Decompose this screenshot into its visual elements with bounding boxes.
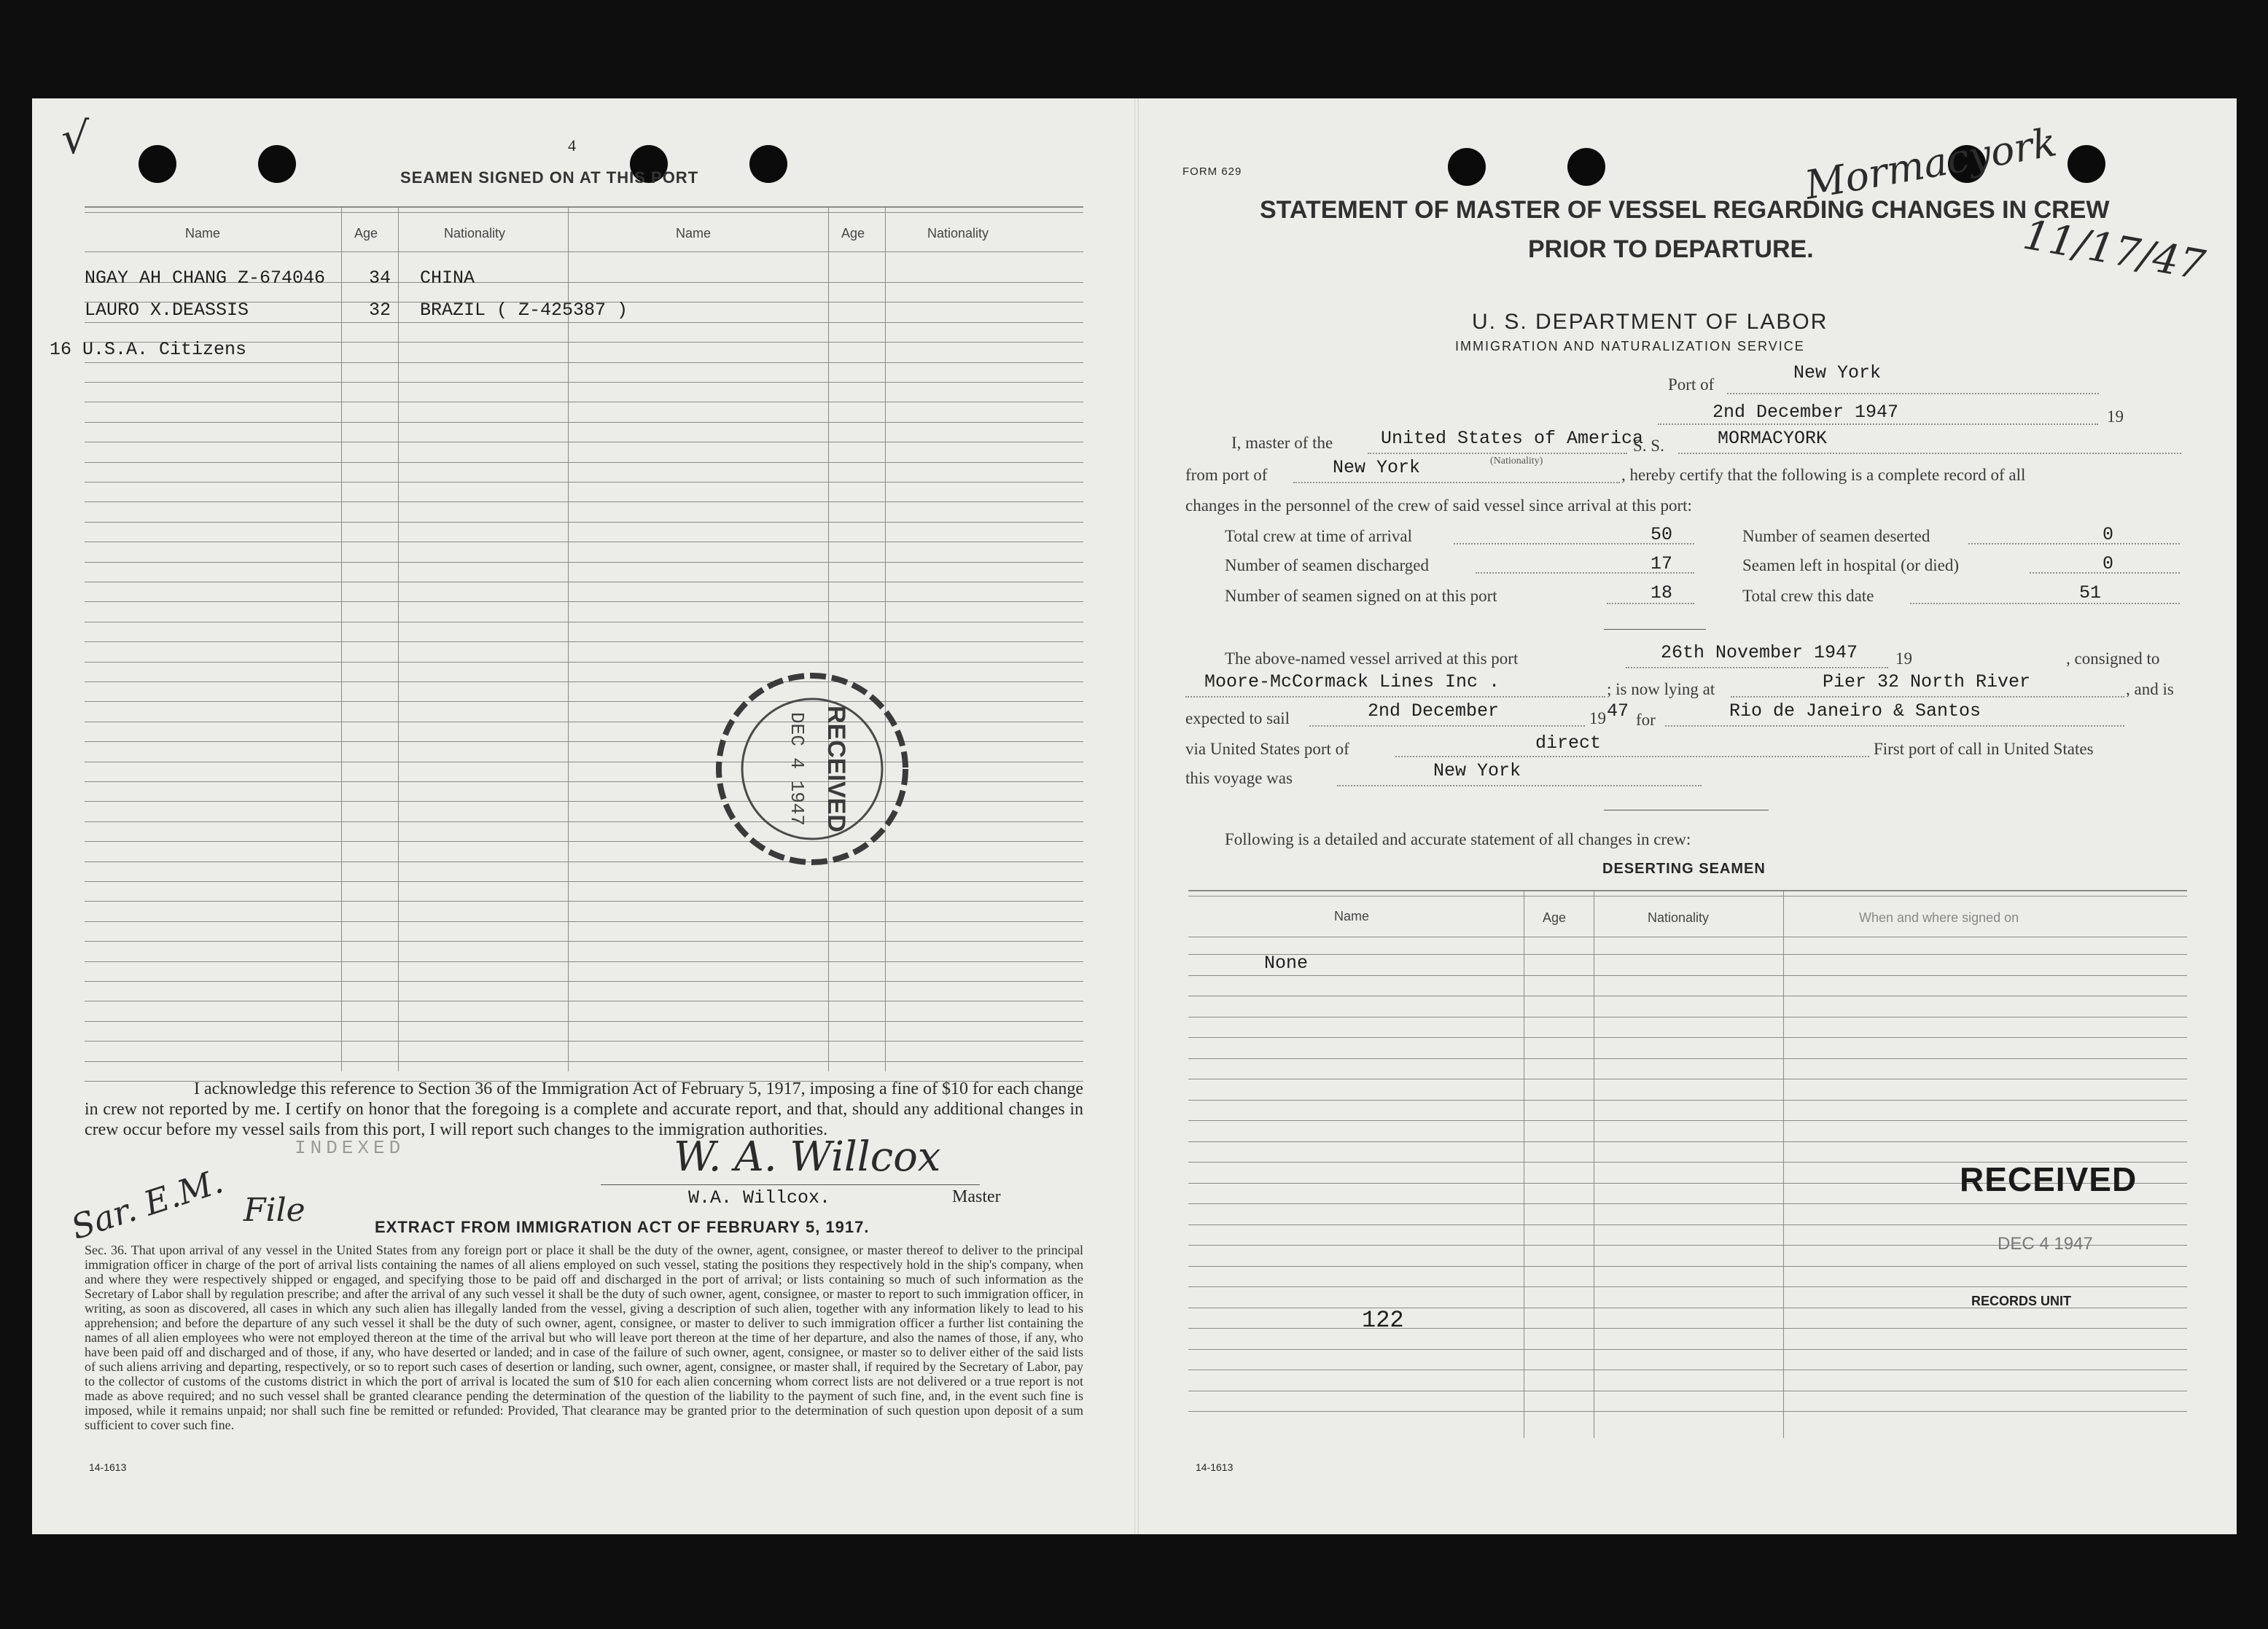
table-rule	[1188, 1286, 2187, 1287]
table-rule	[85, 382, 1083, 383]
table-rule	[1188, 1411, 2187, 1412]
table-rule	[1188, 1266, 2187, 1267]
master-label: Master	[952, 1187, 1001, 1206]
punch-hole	[749, 145, 787, 183]
table-rule	[1188, 1120, 2187, 1121]
table-rule	[85, 501, 1083, 502]
master-of-the-label: I, master of the	[1231, 434, 1333, 452]
table-rule	[85, 1041, 1083, 1042]
row-name: 16 U.S.A. Citizens	[50, 339, 247, 360]
table-rule	[85, 322, 1083, 323]
lying-label: ; is now lying at	[1607, 680, 1715, 698]
right-form-code: 14-1613	[1196, 1461, 1234, 1473]
nationality-hint: (Nationality)	[1490, 456, 1543, 466]
table-rule	[85, 701, 1083, 702]
desert-col-nationality: Nationality	[1648, 910, 1710, 925]
form-title-line2: PRIOR TO DEPARTURE.	[1528, 235, 1814, 263]
margin-note-file: File	[243, 1192, 305, 1229]
stat-total-arrival: 50	[1651, 524, 1673, 545]
table-rule	[85, 841, 1083, 842]
deserting-title: DESERTING SEAMEN	[1602, 861, 1766, 877]
form-number: FORM 629	[1182, 165, 1242, 178]
table-rule	[1188, 1100, 2187, 1101]
nationality-value: United States of America	[1381, 428, 1644, 449]
arrived-label: The above-named vessel arrived at this port	[1225, 649, 1519, 668]
year-suffix: 19	[2107, 407, 2124, 426]
punch-hole	[139, 145, 176, 183]
circular-received-stamp	[703, 660, 921, 878]
check-mark: √	[61, 113, 90, 164]
page-number: 4	[568, 136, 576, 155]
expected-label: expected to sail	[1185, 709, 1290, 727]
table-rule	[1188, 954, 2187, 955]
left-form-code: 14-1613	[89, 1461, 127, 1473]
arrived-value: 26th November 1947	[1661, 642, 1858, 663]
handwritten-date: 11/17/47	[2019, 211, 2209, 290]
col-header-age-2: Age	[841, 226, 865, 241]
table-rule	[85, 921, 1083, 922]
stat-discharged-label: Number of seamen discharged	[1225, 556, 1429, 574]
stat-hospital: 0	[2103, 553, 2114, 574]
first-port-label: First port of call in United States	[1874, 740, 2094, 758]
stamp-date: DEC 4 1947	[786, 711, 808, 827]
desert-col-age: Age	[1543, 910, 1567, 925]
table-rule	[85, 522, 1083, 523]
table-rule	[85, 422, 1083, 423]
stat-signed-on: 18	[1651, 582, 1673, 603]
stat-deserted-label: Number of seamen deserted	[1742, 527, 1930, 545]
desert-col-name: Name	[1334, 909, 1370, 923]
indexed-stamp: INDEXED	[295, 1137, 405, 1159]
vessel-name: MORMACYORK	[1718, 428, 1828, 449]
stamp-text: RECEIVED	[822, 706, 850, 832]
row-name: LAURO X.DEASSIS	[85, 300, 249, 321]
table-rule	[85, 981, 1083, 982]
left-page-title: SEAMEN SIGNED ON AT THIS PORT	[400, 168, 699, 187]
year-prefix: 19	[1589, 709, 1606, 727]
from-port-value: New York	[1333, 457, 1421, 478]
table-rule	[1188, 1224, 2187, 1225]
punch-hole	[258, 145, 296, 183]
table-rule	[85, 562, 1083, 563]
table-rule	[85, 1061, 1083, 1062]
master-signature: W. A. Willcox	[674, 1133, 941, 1181]
table-rule	[85, 462, 1083, 463]
desert-row-name: None	[1264, 953, 1309, 974]
page-count: 122	[1362, 1307, 1404, 1334]
col-header-name: Name	[185, 226, 221, 241]
via-value: direct	[1535, 733, 1602, 754]
row-nationality: CHINA	[420, 267, 475, 289]
table-rule	[85, 901, 1083, 902]
voyage-value: New York	[1433, 760, 1521, 781]
from-port-label: from port of	[1185, 466, 1268, 484]
table-rule	[1188, 1037, 2187, 1038]
port-value: New York	[1793, 362, 1882, 383]
stat-deserted: 0	[2103, 524, 2114, 545]
extract-text: Sec. 36. That upon arrival of any vessel in the United States from any foreign port or place it shall be the duty of the owner, agent, consignee, or master thereof to deliver to the principal immigration officer in charge of the port of arrival lists containing the names of all aliens employed on such vessel, stating the positions they respectively hold in the ship's company, when and where they were respectively shipped or engaged, and specifying those to be paid off and discharged in the port of arrival; or lists containing so much of such information as the Secretary of Labor shall by regulation prescribe; and after the arrival of any such vessel it shall be the duty of such owner, agent, consignee, or master to report to such immigration officer, in writing, as soon as discovered, all cases in which any such alien has illegally landed from the vessel, giving a description of such alien, together with any information likely to lead to his apprehension; and before the departure of any such vessel it shall be the duty of such owner, agent, consignee, or master to deliver to such immigration officer a further list containing the names of all alien employees who were not employed thereon at the time of the arrival but who will leave port thereon at the time of her departure, and also the names of those, if any, who have been paid off and discharged and of those, if any, who have deserted or landed; and in case of the failure of such owner, agent, consignee, or master so to deliver either of the said lists of such aliens arriving and departing, respectively, or so to report such cases of desertion or landing, such owner, agent, consignee, or master shall, if required by the Secretary of Labor, pay to the collector of customs of the customs district in which the port of arrival is located the sum of $10 for each alien concerning whom correct lists are not delivered or a true report is not made as above required; and no such vessel shall be granted clearance pending the determination of the question of the liability to the payment of such fine, and, in the event such fine is imposed, while it remains unpaid; nor shall such fine be remitted or refunded: Provided, That clearance may be granted prior to the determination of such question upon deposit of a sum sufficient to cover such fine.	[85, 1243, 1083, 1432]
stat-signed-on-label: Number of seamen signed on at this port	[1225, 587, 1497, 605]
stat-total-date-label: Total crew this date	[1742, 587, 1874, 605]
via-label: via United States port of	[1185, 740, 1349, 758]
table-rule	[85, 741, 1083, 742]
expected-value: 2nd December	[1368, 700, 1500, 722]
certify-text-2: changes in the personnel of the crew of said vessel since arrival at this port:	[1185, 496, 1692, 515]
table-rule	[85, 821, 1083, 822]
lying-value: Pier 32 North River	[1823, 671, 2031, 692]
table-rule	[85, 681, 1083, 682]
table-rule	[1188, 1141, 2187, 1142]
records-unit: RECORDS UNIT	[1971, 1294, 2072, 1308]
punch-hole	[2068, 145, 2105, 183]
table-rule	[1188, 1203, 2187, 1204]
col-header-nationality: Nationality	[444, 226, 506, 241]
row-nationality: BRAZIL ( Z-425387 )	[420, 300, 628, 321]
received-date: DEC 4 1947	[1998, 1234, 2093, 1254]
margin-note-sar: Sar. E.M.	[66, 1161, 228, 1247]
table-rule	[85, 881, 1083, 882]
table-rule	[85, 801, 1083, 802]
table-rule	[85, 662, 1083, 663]
col-header-age: Age	[354, 226, 378, 241]
extract-title: EXTRACT FROM IMMIGRATION ACT OF FEBRUARY 5, 1917.	[375, 1218, 870, 1236]
form-title-line1: STATEMENT OF MASTER OF VESSEL REGARDING CHANGES IN CREW	[1260, 196, 2110, 224]
table-rule	[85, 961, 1083, 962]
certify-text: , hereby certify that the following is a complete record of all	[1621, 466, 2026, 484]
table-rule	[85, 601, 1083, 602]
handwritten-vessel: Mormacyork	[1801, 119, 2060, 208]
service: IMMIGRATION AND NATURALIZATION SERVICE	[1455, 339, 1805, 353]
row-age: 32	[369, 300, 391, 321]
table-rule	[85, 781, 1083, 782]
consigned-label: , consigned to	[2066, 649, 2160, 668]
col-header-name-2: Name	[676, 226, 712, 241]
desert-col-signed-on: When and where signed on	[1859, 910, 2019, 925]
and-is-label: , and is	[2126, 680, 2174, 698]
table-rule	[85, 482, 1083, 483]
row-age: 34	[369, 267, 391, 289]
table-rule	[85, 1021, 1083, 1022]
destination: Rio de Janeiro & Santos	[1729, 700, 1981, 722]
master-name: W.A. Willcox.	[688, 1187, 831, 1208]
voyage-label: this voyage was	[1185, 769, 1293, 787]
acknowledgment-text: I acknowledge this reference to Section 36 of the Immigration Act of February 5, 1917, imposing a fine of $10 for each change in crew not reported by me. I certify on honor that the foregoing is a complete and accurate report, and that, should any additional changes in crew occur before my vessel sails from this port, I will report such changes to the immigration authorities.	[85, 1079, 1083, 1139]
document-sheet	[32, 98, 2237, 1534]
table-rule	[85, 641, 1083, 642]
table-rule	[1188, 1058, 2187, 1059]
stat-total-arrival-label: Total crew at time of arrival	[1225, 527, 1413, 545]
expected-year: 47	[1607, 700, 1629, 722]
table-rule	[85, 362, 1083, 363]
stat-hospital-label: Seamen left in hospital (or died)	[1742, 556, 1960, 574]
page-fold	[1134, 98, 1139, 1534]
port-label: Port of	[1668, 375, 1715, 394]
department: U. S. DEPARTMENT OF LABOR	[1472, 310, 1828, 334]
punch-hole	[1448, 148, 1486, 186]
row-name: NGAY AH CHANG Z-674046	[85, 267, 326, 289]
for-label: for	[1636, 711, 1656, 729]
table-rule	[1188, 975, 2187, 976]
received-stamp: RECEIVED	[1960, 1160, 2138, 1198]
stat-total-date: 51	[2079, 582, 2102, 603]
consignee: Moore-McCormack Lines Inc .	[1204, 671, 1500, 692]
stat-discharged: 17	[1651, 553, 1673, 574]
date-value: 2nd December 1947	[1712, 402, 1899, 423]
table-rule	[1188, 1328, 2187, 1329]
punch-hole	[1567, 148, 1605, 186]
table-rule	[85, 941, 1083, 942]
table-rule	[1188, 1349, 2187, 1350]
table-top-rule	[85, 206, 1083, 208]
col-header-nationality-2: Nationality	[927, 226, 989, 241]
following-text: Following is a detailed and accurate statement of all changes in crew:	[1225, 830, 1691, 848]
year-suffix-2: 19	[1895, 649, 1912, 668]
ss-label: S. S.	[1633, 437, 1664, 455]
